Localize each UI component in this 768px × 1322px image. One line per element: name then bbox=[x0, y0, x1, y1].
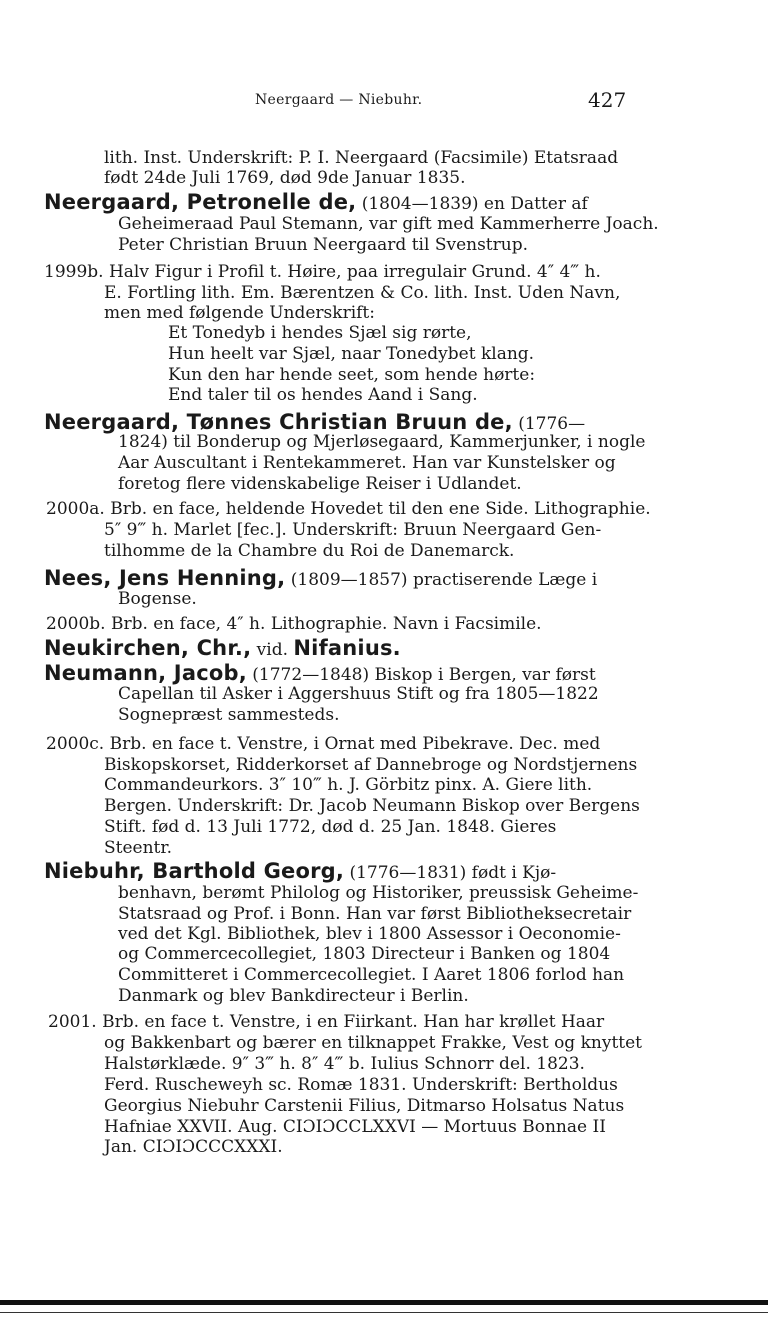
line-text: Georgius Niebuhr Carstenii Filius, Ditmarso Holsatus Natus bbox=[104, 1096, 625, 1116]
line-text: Hafniae XXVII. Aug. CIƆIƆCCLXXVI — Mortuus Bonnae II bbox=[104, 1117, 606, 1137]
bottom-edge-rule bbox=[0, 1300, 768, 1305]
bottom-edge-rule-thin bbox=[0, 1312, 768, 1313]
line-text: tilhomme de la Chambre du Roi de Danemarck. bbox=[104, 541, 515, 561]
line-text: Capellan til Asker i Aggershuus Stift og fra 1805—1822 bbox=[118, 684, 599, 704]
text-line bbox=[104, 775, 592, 795]
line-text: Statsraad og Prof. i Bonn. Han var først Bibliotheksecretair bbox=[118, 904, 632, 924]
text-line bbox=[168, 344, 534, 364]
text-line bbox=[104, 148, 618, 168]
line-text: Danmark og blev Bankdirecteur i Berlin. bbox=[118, 986, 469, 1006]
line-text: vid. bbox=[251, 640, 294, 660]
line-text: Et Tonedyb i hendes Sjæl sig rørte, bbox=[168, 323, 472, 343]
text-line bbox=[104, 303, 375, 323]
text-line bbox=[46, 734, 600, 754]
line-text: Commandeurkors. 3″ 10‴ h. J. Görbitz pinx. A. Giere lith. bbox=[104, 775, 593, 795]
line-text: Jan. CIƆIƆCCCXXXI. bbox=[104, 1137, 283, 1157]
entry-name: Neukirchen, Chr., bbox=[44, 636, 252, 660]
text-line bbox=[118, 705, 340, 725]
text-line bbox=[118, 453, 616, 473]
line-text: Steentr. bbox=[104, 838, 173, 858]
text-line bbox=[118, 684, 599, 704]
line-text: Bogense. bbox=[118, 589, 197, 609]
line-text: 2000c. Brb. en face t. Venstre, i Ornat med Pibekrave. Dec. med bbox=[46, 734, 601, 754]
line-text: 5″ 9‴ h. Marlet [fec.]. Underskrift: Bruun Neergaard Gen- bbox=[104, 520, 602, 540]
line-text: Hun heelt var Sjæl, naar Tonedybet klang. bbox=[168, 344, 535, 364]
text-line bbox=[48, 1012, 604, 1032]
text-line bbox=[118, 965, 624, 985]
text-line bbox=[118, 474, 522, 494]
text-line bbox=[118, 924, 621, 944]
text-line bbox=[104, 1033, 642, 1053]
line-text: Biskopskorset, Ridderkorset af Dannebroge og Nordstjernens bbox=[104, 755, 638, 775]
text-line bbox=[104, 520, 601, 540]
text-line bbox=[104, 1096, 624, 1116]
line-text: foretog flere videnskabelige Reiser i Udlandet. bbox=[118, 474, 522, 494]
entry-name: Neergaard, Tønnes Christian Bruun de, bbox=[44, 410, 513, 434]
entry-heading-line bbox=[44, 568, 597, 590]
text-line bbox=[46, 614, 542, 634]
text-line bbox=[104, 1075, 618, 1095]
line-text: Kun den har hende seet, som hende hørte: bbox=[168, 365, 536, 385]
line-text: lith. Inst. Underskrift: P. I. Neergaard (Facsimile) Etatsraad bbox=[104, 148, 619, 168]
text-line bbox=[46, 499, 651, 519]
text-line bbox=[104, 1054, 585, 1074]
running-title: Neergaard — Niebuhr. bbox=[255, 92, 423, 108]
text-line bbox=[104, 796, 640, 816]
text-line bbox=[118, 589, 197, 609]
line-text: Halstørklæde. 9″ 3‴ h. 8″ 4‴ b. Iulius Schnorr del. 1823. bbox=[104, 1054, 585, 1074]
line-text: men med følgende Underskrift: bbox=[104, 303, 375, 323]
page-number: 427 bbox=[588, 88, 627, 112]
line-text: End taler til os hendes Aand i Sang. bbox=[168, 385, 478, 405]
text-line bbox=[118, 432, 645, 452]
line-text: benhavn, berømt Philolog og Historiker, preussisk Geheime- bbox=[118, 883, 639, 903]
text-line bbox=[168, 323, 472, 343]
text-line bbox=[104, 838, 172, 858]
line-text: ved det Kgl. Bibliothek, blev i 1800 Assessor i Oeconomie- bbox=[118, 924, 621, 944]
entry-name: Neergaard, Petronelle de, bbox=[44, 190, 357, 214]
line-text: 2000b. Brb. en face, 4″ h. Lithographie. Navn i Facsimile. bbox=[46, 614, 542, 634]
text-line bbox=[168, 385, 478, 405]
entry-name: Niebuhr, Barthold Georg, bbox=[44, 859, 345, 883]
entry-heading-line bbox=[44, 412, 585, 434]
line-text: Bergen. Underskrift: Dr. Jacob Neumann Biskop over Bergens bbox=[104, 796, 640, 816]
entry-name: Nees, Jens Henning, bbox=[44, 566, 286, 590]
text-line bbox=[168, 365, 535, 385]
text-line bbox=[104, 541, 514, 561]
entry-heading-line bbox=[44, 192, 588, 214]
line-text: E. Fortling lith. Em. Bærentzen & Co. lith. Inst. Uden Navn, bbox=[104, 283, 621, 303]
text-line bbox=[118, 986, 469, 1006]
line-text: Sognepræst sammesteds. bbox=[118, 705, 340, 725]
text-line bbox=[118, 214, 659, 234]
line-text: Peter Christian Bruun Neergaard til Svenstrup. bbox=[118, 235, 529, 255]
entry-heading-line bbox=[44, 663, 596, 685]
line-text: 2001. Brb. en face t. Venstre, i en Fiirkant. Han har krøllet Haar bbox=[48, 1012, 605, 1032]
line-text: Aar Auscultant i Rentekammeret. Han var Kunstelsker og bbox=[118, 453, 616, 473]
line-text: født 24de Juli 1769, død 9de Januar 1835. bbox=[104, 168, 466, 188]
line-text: (1772—1848) Biskop i Bergen, var først bbox=[246, 665, 596, 685]
line-text: Committeret i Commercecollegiet. I Aaret 1806 forlod han bbox=[118, 965, 625, 985]
text-line bbox=[118, 235, 528, 255]
line-text: 2000a. Brb. en face, heldende Hovedet til den ene Side. Lithographie. bbox=[46, 499, 651, 519]
page-header bbox=[0, 88, 768, 118]
line-text: (1776— bbox=[512, 414, 586, 434]
line-text: Stift. fød d. 13 Juli 1772, død d. 25 Jan. 1848. Gieres bbox=[104, 817, 557, 837]
entry-heading-line bbox=[44, 638, 401, 660]
line-text: Geheimeraad Paul Stemann, var gift med Kammerherre Joach. bbox=[118, 214, 659, 234]
text-line bbox=[104, 1137, 283, 1157]
line-text: og Bakkenbart og bærer en tilknappet Frakke, Vest og knyttet bbox=[104, 1033, 642, 1053]
text-line bbox=[118, 904, 631, 924]
line-text: Ferd. Ruscheweyh sc. Romæ 1831. Underskrift: Bertholdus bbox=[104, 1075, 618, 1095]
cross-reference-name: Nifanius. bbox=[293, 636, 401, 660]
entry-heading-line bbox=[44, 861, 556, 883]
line-text: (1804—1839) en Datter af bbox=[356, 194, 588, 214]
entry-name: Neumann, Jacob, bbox=[44, 661, 247, 685]
text-line bbox=[44, 262, 601, 282]
line-text: 1824) til Bonderup og Mjerløsegaard, Kammerjunker, i nogle bbox=[118, 432, 646, 452]
text-line bbox=[104, 283, 620, 303]
text-line bbox=[104, 168, 465, 188]
text-line bbox=[104, 1117, 606, 1137]
line-text: og Commercecollegiet, 1803 Directeur i Banken og 1804 bbox=[118, 944, 611, 964]
text-line bbox=[118, 944, 610, 964]
line-text: (1776—1831) født i Kjø- bbox=[344, 863, 557, 883]
text-line bbox=[118, 883, 638, 903]
text-line bbox=[104, 817, 556, 837]
line-text: (1809—1857) practiserende Læge i bbox=[285, 570, 598, 590]
text-line bbox=[104, 755, 637, 775]
line-text: 1999b. Halv Figur i Profil t. Høire, paa irregulair Grund. 4″ 4‴ h. bbox=[44, 262, 601, 282]
